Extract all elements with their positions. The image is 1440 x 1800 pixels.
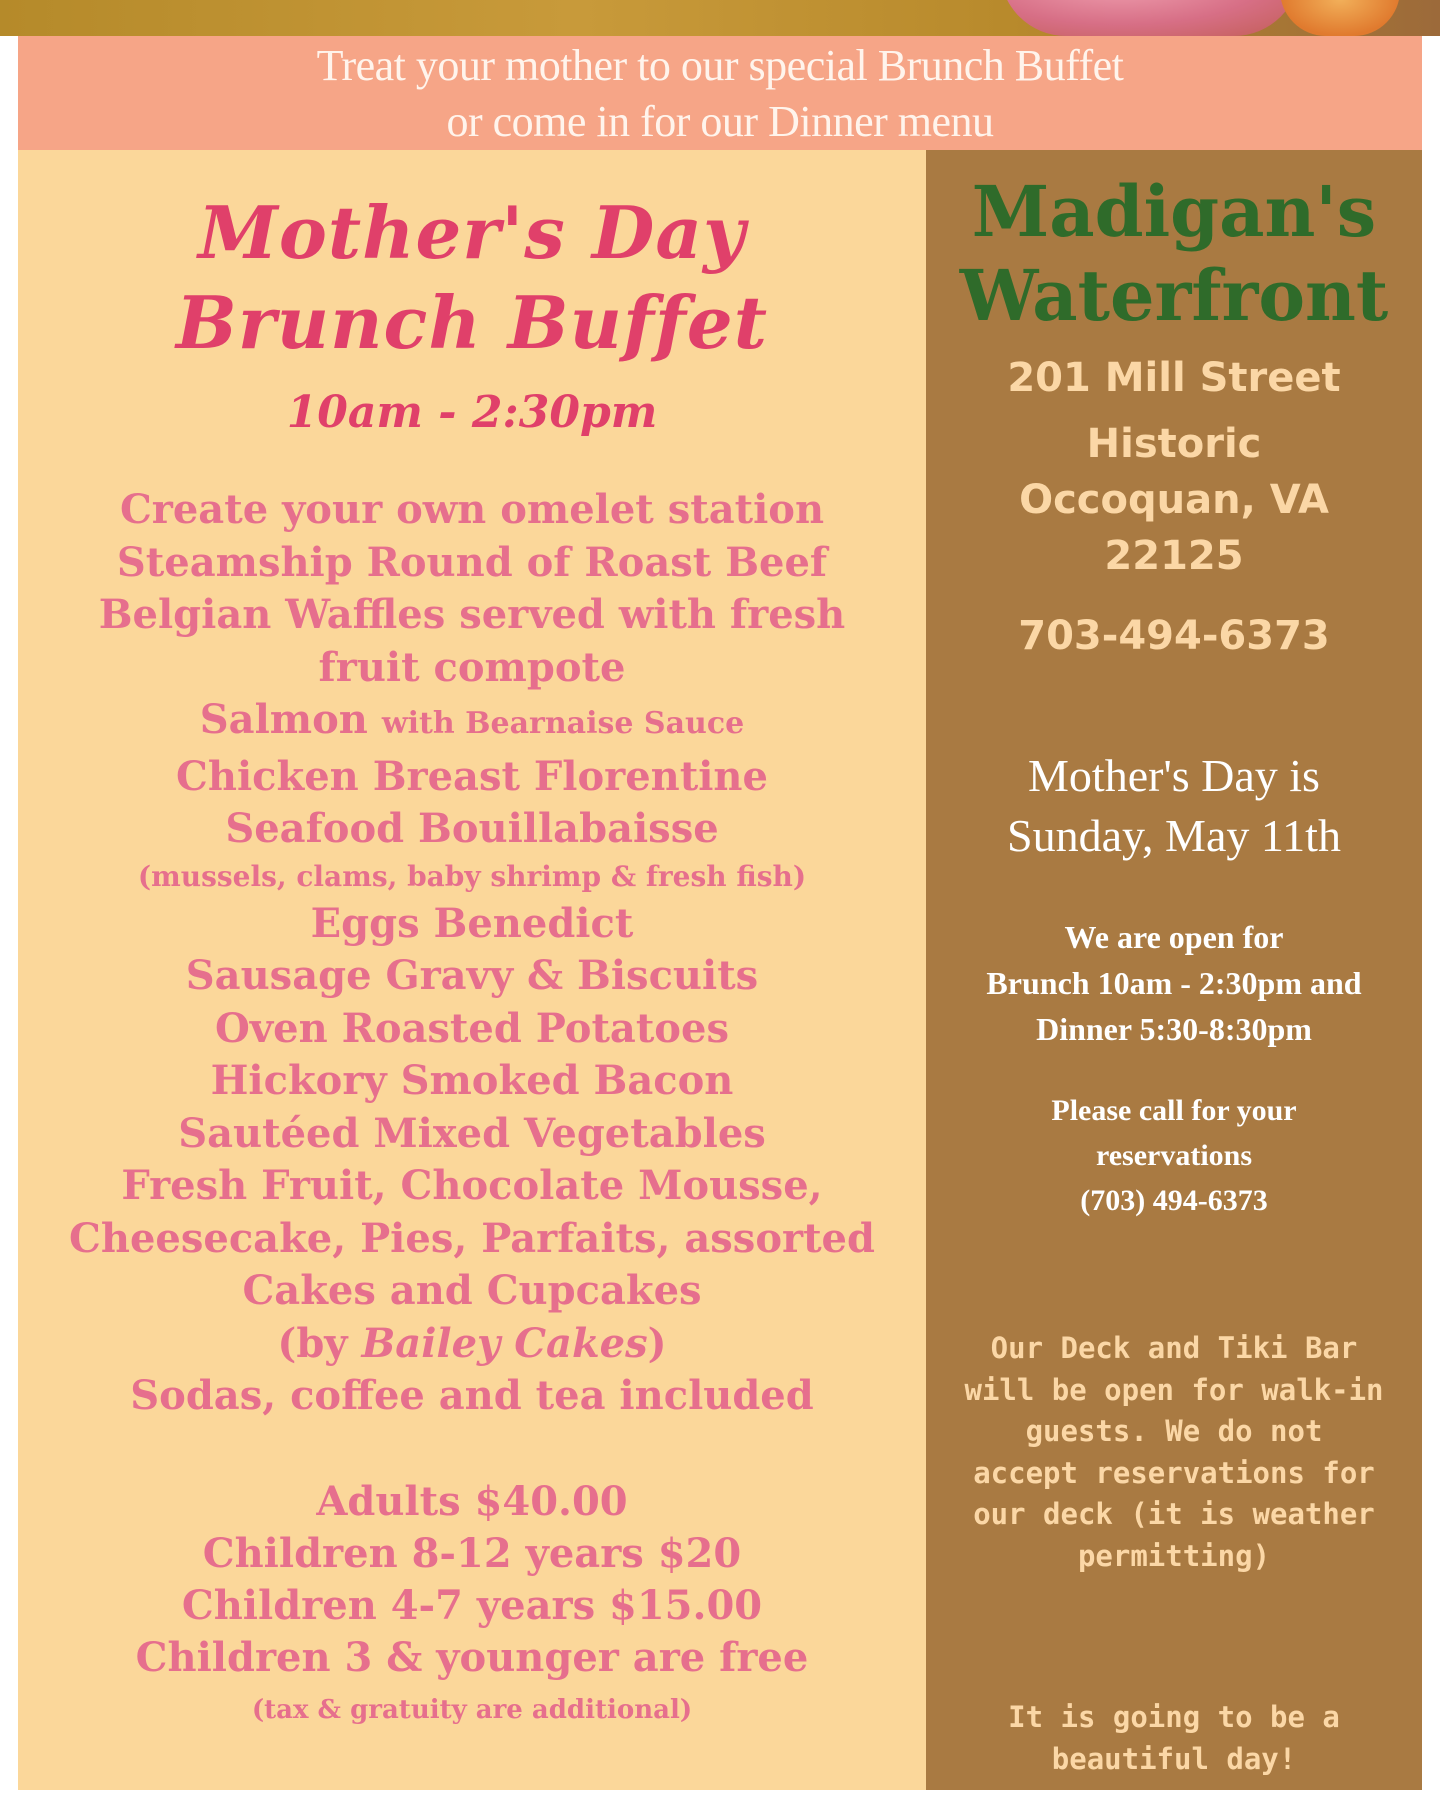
menu-item: Steamship Round of Roast Beef <box>116 538 828 586</box>
menu-panel <box>18 150 926 1790</box>
salmon-sauce: with Bearnaise Sauce <box>381 706 745 741</box>
reservation-note <box>926 1088 1422 1223</box>
mothers-day-line-2: Sunday, May 11th <box>1007 810 1341 861</box>
price-list <box>18 1476 926 1684</box>
event-hours: 10am - 2:30pm <box>286 387 658 438</box>
menu-item: Create your own omelet station <box>119 486 825 533</box>
street-address: 201 Mill Street <box>1007 355 1341 401</box>
event-title-line-2: Brunch Buffet <box>176 280 768 365</box>
call-line-1: Please call for your <box>1051 1094 1297 1127</box>
info-panel <box>926 150 1422 1790</box>
menu-item: Oven Roasted Potatoes <box>215 1004 729 1052</box>
deck-line: accept reservations for <box>973 1455 1375 1490</box>
menu-item: Seafood Bouillabaisse <box>225 805 719 852</box>
menu-item-bakery <box>18 1318 926 1371</box>
reservation-phone: (703) 494-6373 <box>1080 1184 1268 1217</box>
restaurant-name-line-2: Waterfront <box>959 254 1389 337</box>
menu-item: fruit compote <box>318 643 626 691</box>
deck-line: guests. We do not <box>1025 1414 1323 1448</box>
deck-line: permitting) <box>1077 1538 1271 1573</box>
menu-list <box>18 484 926 1423</box>
menu-item: Chicken Breast Florentine <box>176 752 768 800</box>
bakery-name: Bailey Cakes <box>361 1319 648 1367</box>
pink-flower-image <box>1000 0 1300 36</box>
menu-item: Belgian Waffles served with fresh <box>98 591 846 638</box>
menu-item: Hickory Smoked Bacon <box>210 1057 734 1104</box>
opening-hours <box>926 914 1422 1052</box>
menu-item: Sausage Gravy & Biscuits <box>185 952 759 999</box>
deck-note <box>926 1328 1422 1577</box>
deck-line: our deck (it is weather <box>973 1497 1375 1531</box>
city-line-2: Occoquan, VA <box>1019 477 1329 523</box>
banner-line-1: Treat your mother to our special Brunch Buffet <box>316 41 1124 90</box>
salmon-label: Salmon <box>199 696 368 743</box>
closing-line-2: beautiful day! <box>1051 1742 1297 1776</box>
price-children-4-7: Children 4-7 years $15.00 <box>181 1582 763 1629</box>
call-line-2: reservations <box>1095 1139 1253 1172</box>
event-title-line-1: Mother's Day <box>198 190 746 275</box>
open-line-2: Brunch 10am - 2:30pm and <box>986 965 1362 1001</box>
closing-line-1: It is going to be a <box>1008 1700 1340 1734</box>
bouillabaisse-note: (mussels, clams, baby shrimp & fresh fish) <box>137 859 807 893</box>
menu-item: Cheesecake, Pies, Parfaits, assorted <box>69 1214 875 1262</box>
restaurant-address <box>926 350 1422 584</box>
flower-header-image <box>0 0 1440 36</box>
banner-line-2: or come in for our Dinner menu <box>446 97 994 146</box>
price-adults: Adults $40.00 <box>316 1478 628 1525</box>
open-line-3: Dinner 5:30-8:30pm <box>1036 1011 1312 1047</box>
price-children-8-12: Children 8-12 years $20 <box>202 1530 742 1577</box>
restaurant-name <box>926 170 1422 338</box>
deck-line: Our Deck and Tiki Bar <box>990 1331 1358 1365</box>
promo-banner <box>18 36 1422 150</box>
orange-flower-image <box>1280 0 1400 36</box>
restaurant-name-line-1: Madigan's <box>971 170 1377 253</box>
event-title <box>18 188 926 368</box>
open-line-1: We are open for <box>1064 919 1284 955</box>
tax-note: (tax & gratuity are additional) <box>251 1695 693 1725</box>
menu-item: Fresh Fruit, Chocolate Mousse, <box>121 1162 823 1209</box>
menu-item-drinks: Sodas, coffee and tea included <box>130 1372 814 1419</box>
price-children-3: Children 3 & younger are free <box>135 1634 809 1681</box>
bakery-prefix: (by <box>277 1319 362 1367</box>
menu-item: Eggs Benedict <box>310 899 634 947</box>
mothers-day-date <box>926 746 1422 866</box>
menu-item: Cakes and Cupcakes <box>242 1267 702 1314</box>
zip-code: 22125 <box>1104 533 1244 579</box>
city-line-1: Historic <box>1086 421 1262 467</box>
menu-item-salmon <box>18 694 926 751</box>
mothers-day-line-1: Mother's Day is <box>1028 750 1320 801</box>
restaurant-phone: 703-494-6373 <box>1018 613 1330 659</box>
deck-line: will be open for walk-in <box>964 1372 1384 1407</box>
bakery-suffix: ) <box>647 1319 667 1367</box>
menu-item: Sautéed Mixed Vegetables <box>178 1109 766 1157</box>
closing-note <box>926 1696 1422 1780</box>
